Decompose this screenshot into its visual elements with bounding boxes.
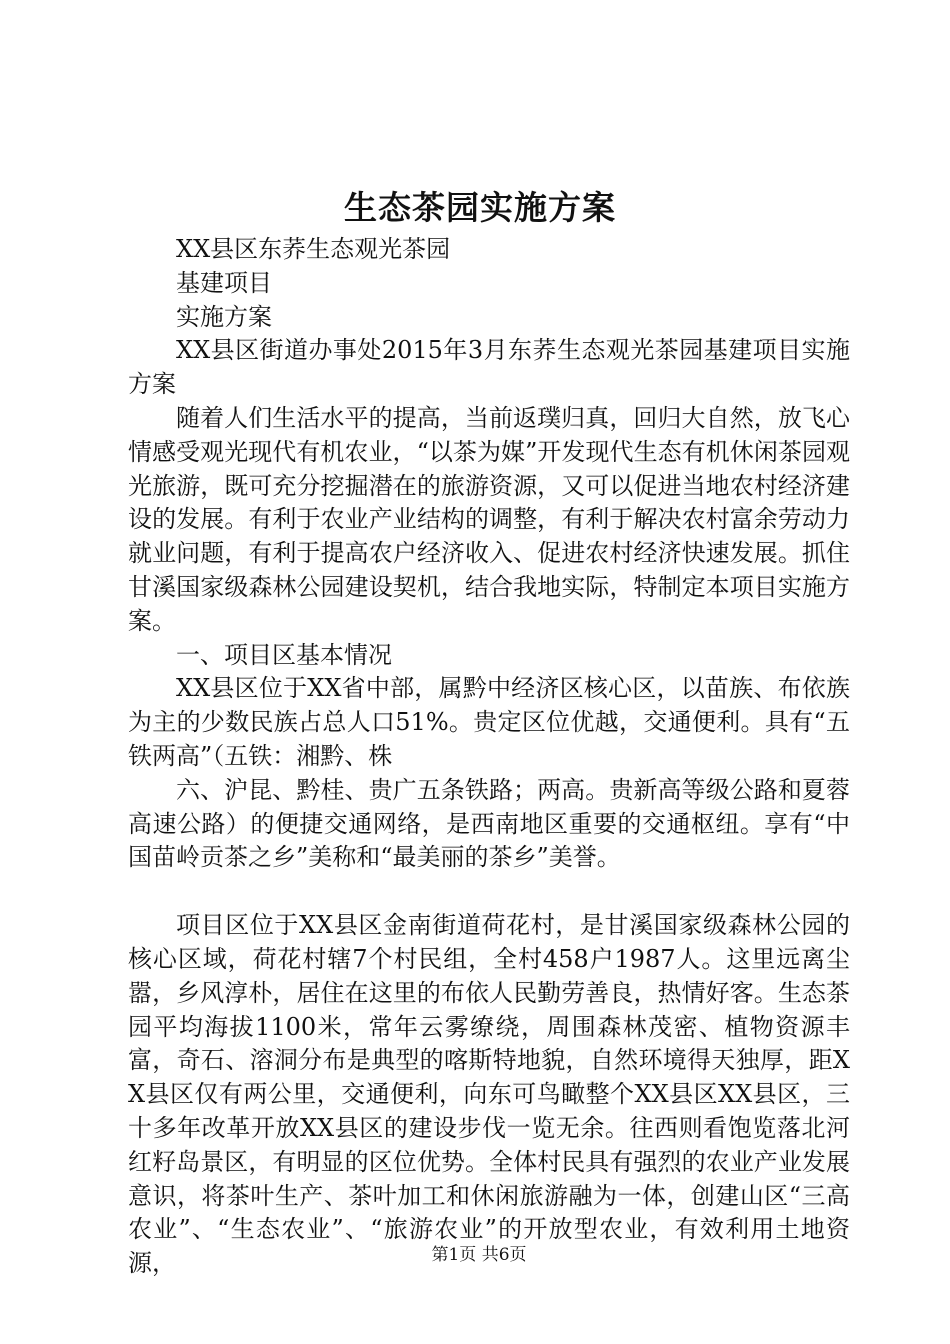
body-paragraph-transport: 六、沪昆、黔桂、贵广五条铁路；两高。贵新高等级公路和夏蓉高速公路）的便捷交通网络，是西南地区重要的交通枢纽。享有“中国苗岭贡茶之乡”美称和“最美丽的茶乡”美誉。 [128,775,850,872]
body-paragraph-project-name: XX县区东荞生态观光茶园 [176,235,451,263]
body-paragraph-subtitle: 基建项目 [176,268,272,297]
body-paragraph-project-area: 项目区位于XX县区金南街道荷花村，是甘溪国家级森林公园的核心区域，荷花村辖7个村民组，全村458户1987人。这里远离尘嚣，乡风淳朴，居住在这里的布依人民勤劳善良，热情好客。生态茶园平均海拔1100米，常年云雾缭绕，周围森林茂密、植物资源丰富，奇石、溶洞分布是典型的喀斯特地貌，自然环境得天独厚，距XX县区仅有两公里，交通便利，向东可鸟瞰整个XX县区XX县区，三十多年改革开放XX县区的建设步伐一览无余。往西则看饱览落北河红籽岛景区，有明显的区位优势。全体村民具有强烈的农业产业发展意识，将茶叶生产、茶叶加工和休闲旅游融为一体，创建山区“三高农业”、“生态农业”、“旅游农业”的开放型农业，有效利用土地资源， [128,911,850,1278]
section-heading: 一、项目区基本情况 [176,640,392,669]
document-body [128,233,850,1281]
body-paragraph-issuer: XX县区街道办事处2015年3月东荞生态观光茶园基建项目实施方案 [128,336,850,399]
document-title: 生态茶园实施方案 [344,188,616,227]
body-paragraph-intro: 随着人们生活水平的提高，当前返璞归真，回归大自然，放飞心情感受观光现代有机农业，“以茶为媒”开发现代生态有机休闲茶园观光旅游，既可充分挖掘潜在的旅游资源，又可以促进当地农村经济建设的发展。有利于农业产业结构的调整，有利于解决农村富余劳动力就业问题，有利于提高农户经济收入、促进农村经济快速发展。抓住甘溪国家级森林公园建设契机，结合我地实际，特制定本项目实施方案。 [128,403,850,635]
body-paragraph-subtitle-2: 实施方案 [176,302,272,331]
body-paragraph-location: XX县区位于XX省中部，属黔中经济区核心区，以苗族、布依族为主的少数民族占总人口51%。贵定区位优越，交通便利。具有“五铁两高”（五铁：湘黔、株 [128,674,850,770]
page-footer: 第1页 共6页 [431,1245,527,1265]
